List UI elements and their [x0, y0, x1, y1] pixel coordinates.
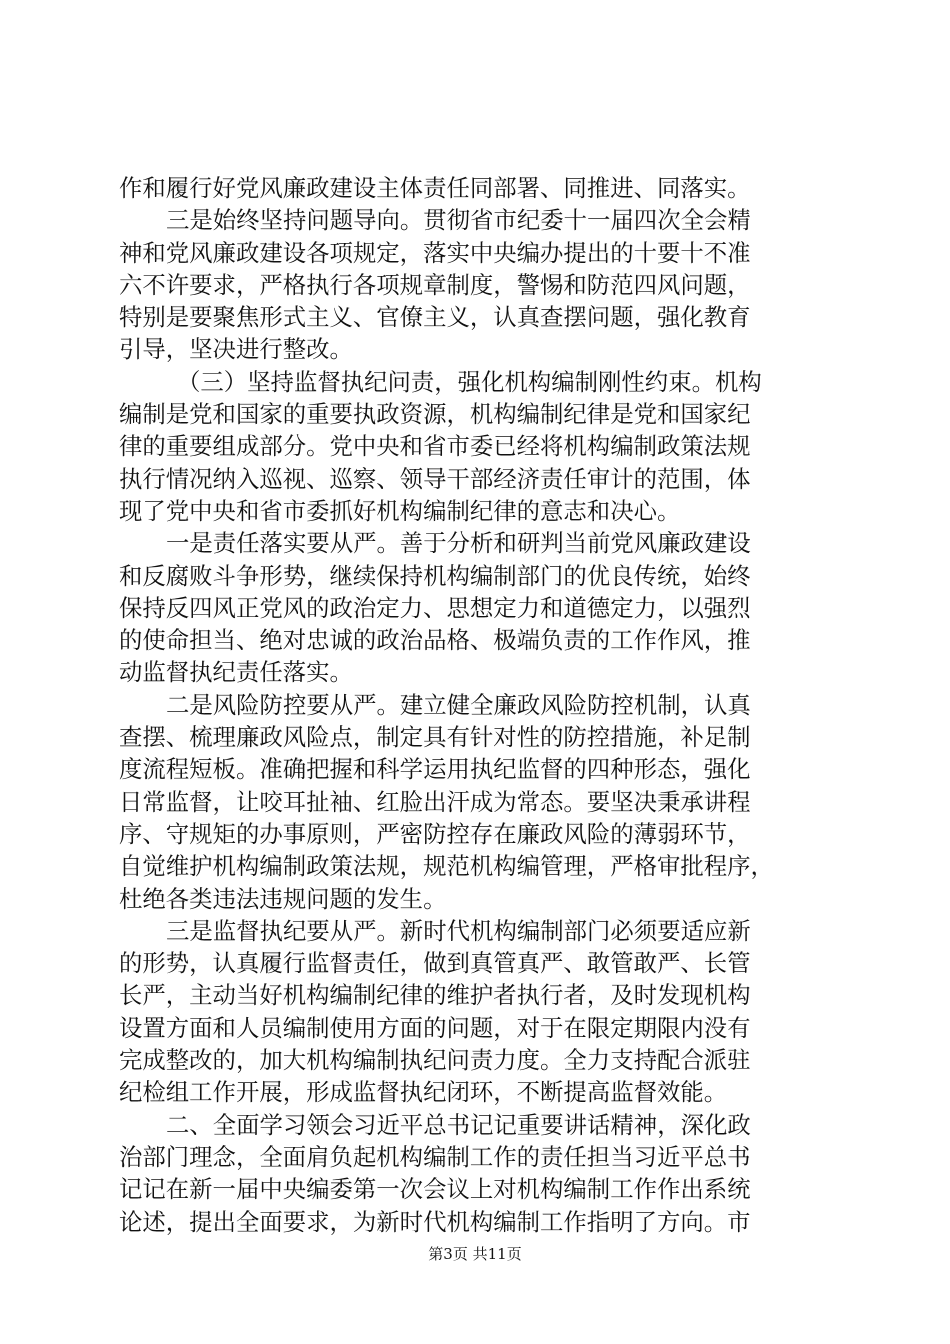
text-line: 度流程短板。准确把握和科学运用执纪监督的四种形态，强化 [119, 755, 751, 784]
text-line: 自觉维护机构编制政策法规，规范机构编管理，严格审批程序， [119, 852, 774, 881]
page-number-footer: 第3页 共11页 [428, 1245, 522, 1263]
text-line: 完成整改的，加大机构编制执纪问责力度。全力支持配合派驻 [119, 1046, 751, 1075]
document-body [119, 172, 843, 1238]
text-line: 论述，提出全面要求，为新时代机构编制工作指明了方向。市 [119, 1207, 751, 1236]
text-line: 神和党风廉政建设各项规定，落实中央编办提出的十要十不准 [119, 238, 751, 267]
text-line: 治部门理念，全面肩负起机构编制工作的责任担当习近平总书 [119, 1142, 751, 1171]
text-line: 六不许要求，严格执行各项规章制度，警惕和防范四风问题， [119, 270, 751, 299]
paragraph-first-line: 二是风险防控要从严。建立健全廉政风险防控机制，认真 [166, 690, 751, 719]
text-line: 律的重要组成部分。党中央和省市委已经将机构编制政策法规 [119, 432, 751, 461]
text-line: 记记在新一届中央编委第一次会议上对机构编制工作作出系统 [119, 1175, 751, 1204]
text-line: 保持反四风正党风的政治定力、思想定力和道德定力，以强烈 [119, 593, 751, 622]
text-line: 执行情况纳入巡视、巡察、领导干部经济责任审计的范围，体 [119, 464, 751, 493]
text-line: 作和履行好党风廉政建设主体责任同部署、同推进、同落实。 [119, 174, 751, 202]
paragraph-first-line: 三是监督执纪要从严。新时代机构编制部门必须要适应新 [166, 916, 751, 945]
text-line: 编制是党和国家的重要执政资源，机构编制纪律是党和国家纪 [119, 400, 751, 429]
text-line: 查摆、梳理廉政风险点，制定具有针对性的防控措施，补足制 [119, 723, 751, 752]
text-line: 纪检组工作开展，形成监督执纪闭环，不断提高监督效能。 [119, 1078, 728, 1107]
text-line: 动监督执纪责任落实。 [119, 658, 353, 687]
paragraph-first-line: 三是始终坚持问题导向。贯彻省市纪委十一届四次全会精 [166, 206, 751, 235]
text-line: 的形势，认真履行监督责任，做到真管真严、敢管敢严、长管 [119, 949, 751, 978]
text-line: 引导，坚决进行整改。 [119, 335, 353, 364]
text-line: 设置方面和人员编制使用方面的问题，对于在限定期限内没有 [119, 1013, 751, 1042]
text-line: 现了党中央和省市委抓好机构编制纪律的意志和决心。 [119, 496, 681, 525]
paragraph-first-line: 二、全面学习领会习近平总书记记重要讲话精神，深化政 [166, 1110, 751, 1139]
text-line: 长严，主动当好机构编制纪律的维护者执行者，及时发现机构 [119, 981, 751, 1010]
text-line: 和反腐败斗争形势，继续保持机构编制部门的优良传统，始终 [119, 561, 751, 590]
text-line: 的使命担当、绝对忠诚的政治品格、极端负责的工作作风，推 [119, 626, 751, 655]
text-line: 日常监督，让咬耳扯袖、红脸出汗成为常态。要坚决秉承讲程 [119, 787, 751, 816]
paragraph-first-line: 一是责任落实要从严。善于分析和研判当前党风廉政建设 [166, 529, 751, 558]
text-line: 序、守规矩的办事原则，严密防控存在廉政风险的薄弱环节， [119, 819, 751, 848]
text-line: 杜绝各类违法违规问题的发生。 [119, 884, 447, 913]
section-heading-line: （三）坚持监督执纪问责，强化机构编制刚性约束。机构 [177, 367, 762, 396]
text-line: 特别是要聚焦形式主义、官僚主义，认真查摆问题，强化教育 [119, 303, 751, 332]
